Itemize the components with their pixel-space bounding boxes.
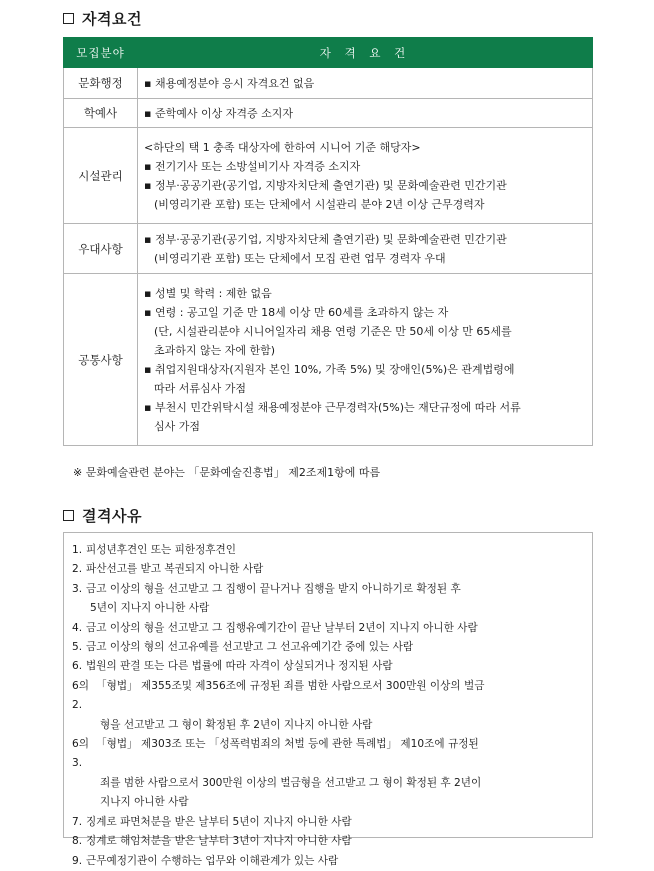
item-text: 금고 이상의 형을 선고받고 그 집행유예기간이 끝난 날부터 2년이 지나지 아니한 사람 bbox=[86, 621, 478, 634]
section-title-qualifications bbox=[63, 8, 142, 29]
table-row bbox=[64, 68, 593, 99]
requirement-line: ▪ 부천시 민간위탁시설 채용예정분야 근무경력자(5%)는 재단규정에 따라 서류 bbox=[144, 400, 521, 414]
item-number: 3. bbox=[72, 582, 83, 595]
item-text: 파산선고를 받고 복권되지 아니한 사람 bbox=[86, 563, 264, 576]
item-number: 9. bbox=[72, 854, 83, 867]
item-text: 「형법」 제355조및 제356조에 규정된 죄를 범한 사람으로서 300만원 이상의 벌금 bbox=[96, 679, 485, 692]
requirement-line: 따라 서류심사 가점 bbox=[154, 381, 247, 395]
item-text: 피성년후견인 또는 피한정후견인 bbox=[86, 544, 237, 556]
section-title-disqualifications bbox=[63, 505, 142, 526]
list-item bbox=[72, 541, 584, 560]
item-text: 죄를 범한 사람으로서 300만원 이상의 벌금형을 선고받고 그 형이 확정된 후 2년이 bbox=[100, 776, 482, 789]
item-number: 1. bbox=[72, 544, 83, 556]
list-item bbox=[72, 657, 584, 676]
table-row bbox=[64, 99, 593, 128]
row-requirements bbox=[138, 68, 593, 99]
item-number: 5. bbox=[72, 641, 83, 654]
list-item bbox=[72, 832, 584, 851]
item-text: 금고 이상의 형을 선고받고 그 집행이 끝나거나 집행을 받지 아니하기로 확정된 후 bbox=[86, 582, 461, 595]
table-row bbox=[64, 224, 593, 274]
item-number: 7. bbox=[72, 815, 83, 828]
requirement-line: <하단의 택 1 충족 대상자에 한하여 시니어 기준 해당자> bbox=[144, 140, 421, 154]
item-number bbox=[72, 793, 96, 812]
table-row bbox=[64, 128, 593, 224]
row-category: 시설관리 bbox=[64, 128, 138, 224]
item-text: 징계로 해임처분을 받은 날부터 3년이 지나지 아니한 사람 bbox=[86, 835, 352, 848]
footnote: ※ 문화예술관련 분야는 「문화예술진흥법」 제2조제1항에 따름 bbox=[73, 466, 381, 479]
list-item bbox=[72, 638, 584, 657]
qualification-table bbox=[63, 37, 593, 446]
row-category: 문화행정 bbox=[64, 68, 138, 99]
section-title-text: 결격사유 bbox=[82, 507, 142, 525]
requirement-line: ▪ 준학예사 이상 자격증 소지자 bbox=[144, 106, 293, 120]
item-text: 근무예정기관이 수행하는 업무와 이해관계가 있는 사람 bbox=[86, 854, 339, 867]
checkbox-square-icon bbox=[63, 510, 74, 521]
requirement-line: ▪ 취업지원대상자(지원자 본인 10%, 가족 5%) 및 장애인(5%)은 관계법령에 bbox=[144, 362, 515, 376]
item-number: 6의3. bbox=[72, 738, 89, 770]
checkbox-square-icon bbox=[63, 13, 74, 24]
item-number bbox=[72, 774, 96, 793]
requirement-line: ▪ 정부·공공기관(공기업, 지방자치단체 출연기관) 및 문화예술관련 민간기관 bbox=[144, 232, 507, 246]
table-row bbox=[64, 274, 593, 446]
list-item bbox=[72, 619, 584, 638]
list-item bbox=[72, 560, 584, 579]
requirement-line: ▪ 연령 : 공고일 기준 만 18세 이상 만 60세를 초과하지 않는 자 bbox=[144, 305, 449, 319]
item-number: 6의2. bbox=[72, 679, 89, 712]
row-category: 공통사항 bbox=[64, 274, 138, 446]
disqualification-box bbox=[63, 532, 593, 867]
list-item bbox=[72, 813, 584, 832]
list-item bbox=[72, 735, 584, 774]
item-text: 금고 이상의 형의 선고유예를 선고받고 그 선고유예기간 중에 있는 사람 bbox=[86, 641, 414, 654]
table-header-row bbox=[64, 38, 593, 68]
item-number: 8. bbox=[72, 835, 83, 848]
requirement-line: 초과하지 않는 자에 한함) bbox=[154, 343, 276, 357]
row-requirements bbox=[138, 128, 593, 224]
requirement-line: 심사 가점 bbox=[154, 419, 201, 433]
item-number bbox=[72, 599, 86, 618]
item-text: 지나지 아니한 사람 bbox=[100, 796, 189, 809]
row-requirements bbox=[138, 224, 593, 274]
header-requirements: 자 격 요 건 bbox=[138, 38, 593, 68]
requirement-line: (비영리기관 포함) 또는 단체에서 모집 관련 업무 경력자 우대 bbox=[154, 251, 446, 265]
requirement-line: (비영리기관 포함) 또는 단체에서 시설관리 분야 2년 이상 근무경력자 bbox=[154, 197, 485, 211]
item-text: 징계로 파면처분을 받은 날부터 5년이 지나지 아니한 사람 bbox=[86, 815, 352, 828]
item-number bbox=[72, 716, 96, 735]
requirement-line: (단, 시설관리분야 시니어일자리 채용 연령 기준은 만 50세 이상 만 65세를 bbox=[154, 324, 512, 338]
row-requirements bbox=[138, 99, 593, 128]
list-item bbox=[72, 793, 584, 812]
requirement-line: ▪ 정부·공공기관(공기업, 지방자치단체 출연기관) 및 문화예술관련 민간기관 bbox=[144, 178, 507, 192]
list-item bbox=[72, 774, 584, 793]
requirement-line: ▪ 채용예정분야 응시 자격요건 없음 bbox=[144, 76, 315, 90]
requirement-line: ▪ 전기기사 또는 소방설비기사 자격증 소지자 bbox=[144, 159, 361, 173]
list-item bbox=[72, 852, 584, 871]
item-text: 형을 선고받고 그 형이 확정된 후 2년이 지나지 아니한 사람 bbox=[100, 718, 373, 731]
item-number: 4. bbox=[72, 621, 83, 634]
item-text: 5년이 지나지 아니한 사람 bbox=[90, 602, 210, 615]
header-field: 모집분야 bbox=[64, 38, 138, 68]
item-text: 「형법」 제303조 또는 「성폭력범죄의 처벌 등에 관한 특례법」 제10조에 규정된 bbox=[96, 738, 479, 751]
item-text: 법원의 판결 또는 다른 법률에 따라 자격이 상실되거나 정지된 사람 bbox=[86, 660, 393, 673]
list-item bbox=[72, 677, 584, 716]
list-item bbox=[72, 580, 584, 599]
row-category: 학예사 bbox=[64, 99, 138, 128]
list-item bbox=[72, 599, 584, 618]
section-title-text: 자격요건 bbox=[82, 10, 142, 28]
row-requirements bbox=[138, 274, 593, 446]
requirement-line: ▪ 성별 및 학력 : 제한 없음 bbox=[144, 286, 272, 300]
item-number: 6. bbox=[72, 660, 83, 673]
row-category: 우대사항 bbox=[64, 224, 138, 274]
list-item bbox=[72, 716, 584, 735]
item-number: 2. bbox=[72, 563, 83, 576]
